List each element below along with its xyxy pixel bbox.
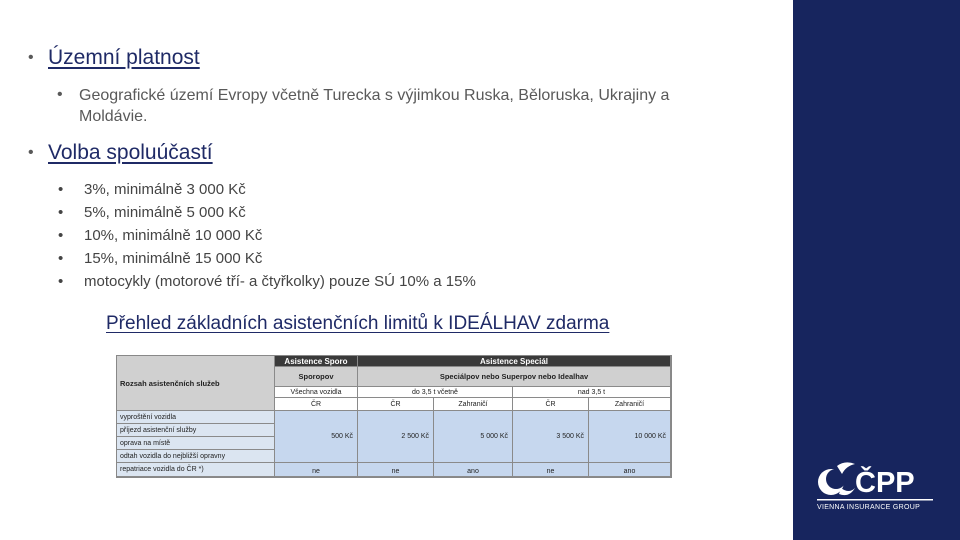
limit-cell: 2 500 Kč [358, 411, 434, 463]
row-header: Rozsah asistenčních služeb [117, 356, 275, 411]
table-title: Přehled základních asistenčních limitů k IDEÁLHAV zdarma [106, 313, 610, 334]
service-row: příjezd asistenční služby [117, 424, 275, 437]
service-row: repatriace vozidla do ČR *) [117, 463, 275, 477]
section-title-territory: Územní platnost [48, 46, 200, 69]
limit-cell: 500 Kč [275, 411, 358, 463]
repatriation-cell: ne [513, 463, 589, 477]
col-cr: ČR [275, 398, 358, 411]
assistance-table [116, 355, 672, 478]
sporopov-header: Sporopov [275, 367, 358, 387]
section-title-deductible: Volba spoluúčastí [48, 141, 213, 164]
col-cr: ČR [513, 398, 589, 411]
col-abroad: Zahraničí [589, 398, 671, 411]
bullet: • [57, 86, 63, 103]
slide-content: • Územní platnost • Geografické území Evropy včetně Turecka s výjimkou Ruska, Běloruska, Ukrajiny a Moldávie. • Volba spoluúčastí • 3%, minimálně 3 000 Kč • 5%, minimálně 5 000 Kč • 10%, minimálně 10 000 Kč • 15%, minimálně 15 000 Kč • motocykly (motorové tří- a čtyřkolky) pouze SÚ 10% a 15% Přehled základních asistenčních limitů k IDEÁLHAV zdarma Rozsah asistenčních služeb Asistence Sporo Asistence Speciál Sporopov Speciálpov nebo Superpov nebo Idealhav Všechna vozidla do 3,5 t včetně nad 3,5 t ČR ČR Zahraničí ČR Zahraničí vyproštění vozidla příjezd asistenční služby oprava na místě odtah vozidla do nejbližší opravny repatriace vozidla do ČR *) 500 Kč 2 500 Kč 5 000 Kč 3 500 Kč 10 000 Kč ne ne ano ne ano [0, 0, 792, 540]
logo-subtitle: VIENNA INSURANCE GROUP [817, 504, 921, 511]
territory-text-line2: Moldávie. [79, 108, 148, 125]
limit-cell: 3 500 Kč [513, 411, 589, 463]
limit-cell: 10 000 Kč [589, 411, 671, 463]
col-header-special: Asistence Speciál [358, 356, 671, 367]
col-header-sporo: Asistence Sporo [275, 356, 358, 367]
repatriation-cell: ano [434, 463, 513, 477]
territory-text-line1: Geografické území Evropy včetně Turecka s výjimkou Ruska, Běloruska, Ukrajiny a [79, 87, 670, 104]
weight-up-to: do 3,5 t včetně [358, 387, 513, 398]
special-sub-header: Speciálpov nebo Superpov nebo Idealhav [358, 367, 671, 387]
repatriation-cell: ano [589, 463, 671, 477]
all-vehicles: Všechna vozidla [275, 387, 358, 398]
repatriation-cell: ne [275, 463, 358, 477]
service-row: odtah vozidla do nejbližší opravny [117, 450, 275, 463]
bullet: • [28, 49, 34, 66]
col-abroad: Zahraničí [434, 398, 513, 411]
col-cr: ČR [358, 398, 434, 411]
svg-text:ČPP: ČPP [855, 467, 915, 499]
bullet: • [28, 144, 34, 161]
service-row: oprava na místě [117, 437, 275, 450]
weight-over: nad 3,5 t [513, 387, 671, 398]
limit-cell: 5 000 Kč [434, 411, 513, 463]
repatriation-cell: ne [358, 463, 434, 477]
service-row: vyproštění vozidla [117, 411, 275, 424]
